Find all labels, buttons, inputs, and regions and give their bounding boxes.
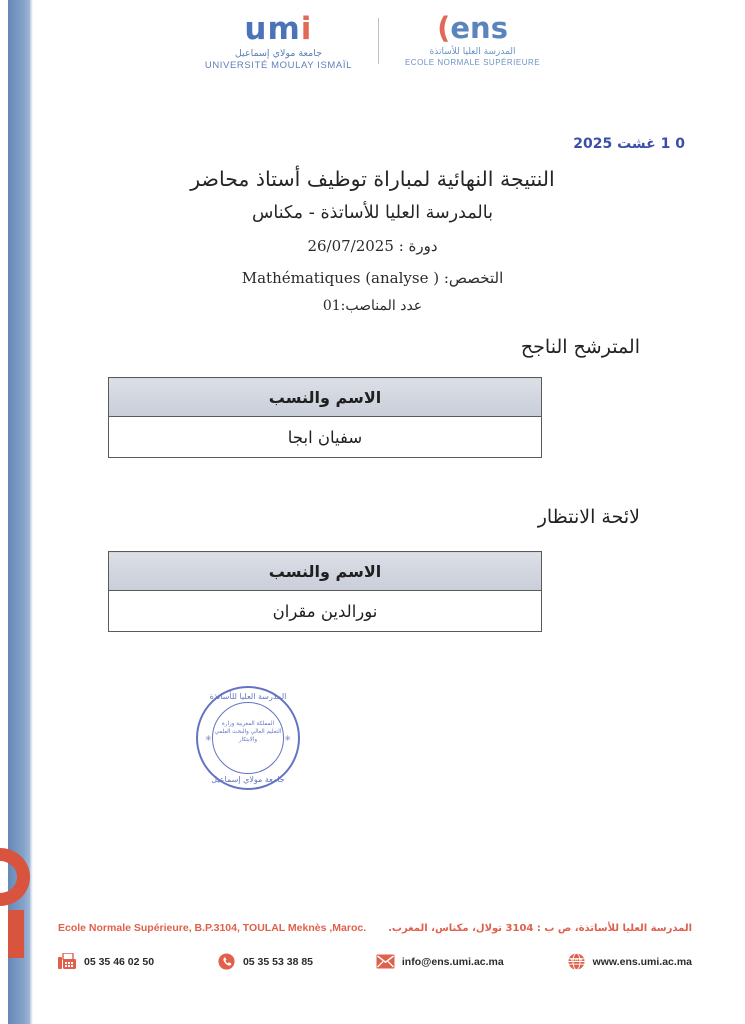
ens-logo-mark: (ens	[437, 11, 508, 45]
ens-logo-french-name: ECOLE NORMALE SUPÉRIEURE	[404, 58, 541, 68]
section-heading-successful: المترشح الناجح	[520, 336, 640, 358]
umi-logo-mark: umi	[244, 11, 313, 47]
footer-address-french: Ecole Normale Supérieure, B.P.3104, TOULAL Meknès ,Maroc.	[58, 922, 367, 934]
footer-address-row	[58, 922, 692, 934]
footer-website	[567, 953, 692, 970]
stamp-star-right-icon: ✳	[284, 734, 291, 743]
partial-logo-artifact	[0, 848, 30, 958]
phone-number: 05 35 53 38 85	[242, 955, 314, 968]
letterhead	[0, 11, 745, 84]
table-row	[109, 591, 542, 632]
footer-email	[376, 953, 504, 970]
email-address: info@ens.umi.ac.ma	[401, 955, 504, 968]
stamp-bottom-text: جامعة مولاي إسماعيل	[211, 775, 285, 784]
phone-icon	[217, 953, 236, 970]
specialty-label: التخصص:	[443, 269, 504, 287]
umi-logo	[204, 11, 352, 72]
umi-logo-french-name: UNIVERSITÉ MOULAY ISMAÏL	[204, 59, 352, 71]
footer-fax	[58, 953, 154, 970]
stamp-core-text: المملكة المغربية وزارة التعليم العالي والبحث العلمي والابتكار	[214, 721, 282, 744]
document-title-line1: النتيجة النهائية لمباراة توظيف أستاذ محاضر	[190, 167, 555, 191]
website-url: www.ens.umi.ac.ma	[592, 955, 692, 968]
positions-line: عدد المناصب:01	[322, 298, 423, 315]
stamp-star-left-icon: ✳	[205, 734, 212, 743]
globe-icon	[567, 953, 586, 970]
candidate-name: سفيان ابجا	[109, 417, 542, 458]
ens-logo	[404, 11, 541, 68]
table-header-row	[109, 378, 542, 417]
footer-address-arabic: المدرسة العليا للأساتذة، ص ب : 3104 تولال، مكناس، المغرب.	[388, 923, 692, 934]
document-header-block	[40, 164, 705, 319]
fax-number: 05 35 46 02 50	[84, 955, 155, 968]
column-header-name: الاسم والنسب	[109, 378, 542, 417]
successful-candidates-table	[108, 377, 542, 458]
ens-logo-arabic-name: المدرسة العليا للأساتذة	[429, 47, 516, 57]
umi-logo-arabic-name: جامعة مولاي إسماعيل	[234, 48, 322, 59]
date-stamp: 0 1 غشت 2025	[573, 136, 685, 152]
table-row	[109, 417, 542, 458]
footer-phone	[217, 953, 313, 970]
session-label: دورة :	[398, 236, 438, 255]
email-icon	[376, 953, 395, 970]
table-header-row	[109, 552, 542, 591]
stamp-top-text: المدرسة العليا للأساتذة	[209, 692, 287, 701]
session-value: 26/07/2025	[307, 236, 394, 255]
fax-icon	[58, 953, 77, 970]
candidate-name: نورالدين مقران	[109, 591, 542, 632]
footer-contacts-row	[58, 953, 692, 970]
section-heading-waiting-list: لائحة الانتظار	[537, 506, 640, 528]
logo-divider	[378, 18, 379, 64]
scan-edge-gradient	[30, 0, 33, 1024]
document-title-line2: بالمدرسة العليا للأساتذة - مكناس	[252, 202, 493, 223]
svg-text:www: www	[569, 957, 583, 963]
specialty-value: Mathématiques (analyse )	[241, 269, 440, 287]
column-header-name: الاسم والنسب	[109, 552, 542, 591]
session-line	[40, 233, 705, 259]
waiting-list-table	[108, 551, 542, 632]
official-stamp	[196, 686, 300, 790]
specialty-line	[40, 265, 705, 291]
